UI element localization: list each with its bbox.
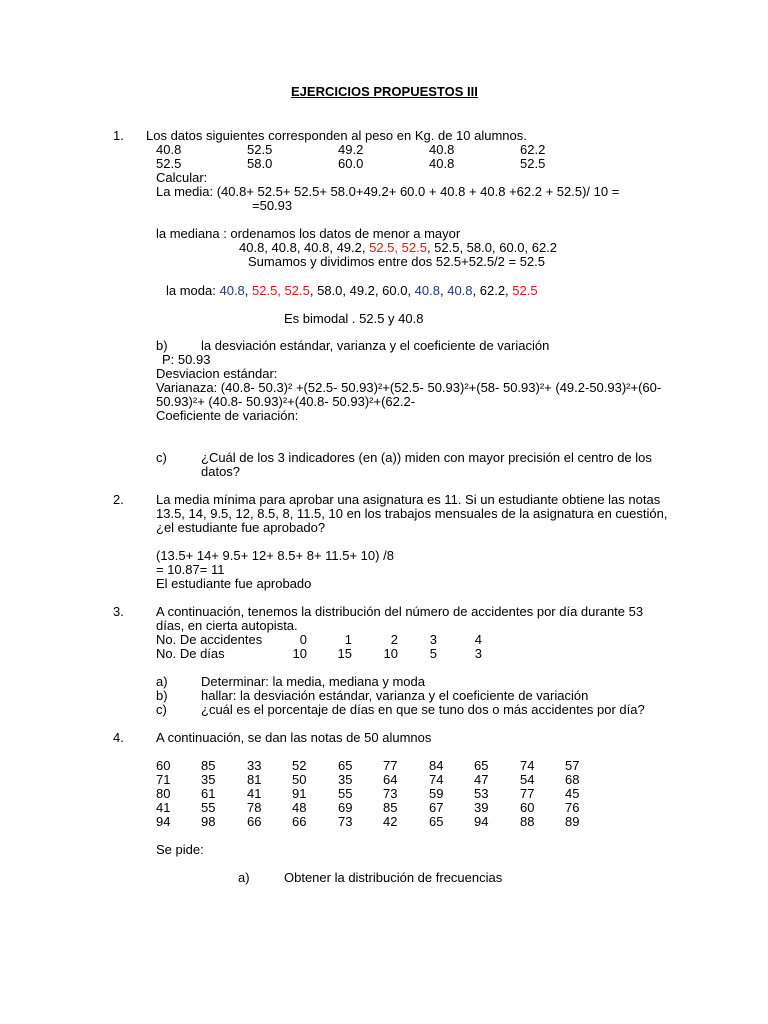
part-b-text: la desviación estándar, varianza y el coeficiente de variación [201,338,550,353]
calcular-label: Calcular: [156,170,208,185]
grade-cell: 65 [338,758,353,773]
grade-cell: 48 [292,800,307,815]
exercise-2-result-value: = 10.87= 11 [156,562,225,577]
grade-cell: 77 [383,758,398,773]
grade-cell: 71 [156,772,171,787]
ex3-part-c-text: ¿cuál es el porcentaje de días en que se tuno dos o más accidentes por día? [201,702,645,717]
exercise-2-line-1: La media mínima para aprobar una asignatura es 11. Si un estudiante obtiene las notas [156,492,661,507]
grade-cell: 65 [474,758,489,773]
exercise-3-line-1: A continuación, tenemos la distribución del número de accidentes por día durante 53 [156,604,644,619]
grade-cell: 55 [338,786,353,801]
part-c-line-1: ¿Cuál de los 3 indicadores (en (a)) miden con mayor precisión el centro de los [201,450,652,465]
mediana-label: la mediana : ordenamos los datos de menor a mayor [156,226,461,241]
days-value: 15 [337,646,352,661]
accidents-value: 3 [429,632,437,647]
grade-cell: 85 [383,800,398,815]
weight-cell: 52.5 [247,142,273,157]
exercise-1-intro: Los datos siguientes corresponden al peso en Kg. de 10 alumnos. [146,128,527,143]
mediana-sum: Sumamos y dividimos entre dos 52.5+52.5/2 = 52.5 [248,254,546,269]
weight-cell: 60.0 [338,156,364,171]
grade-cell: 76 [565,800,580,815]
grade-cell: 50 [292,772,307,787]
days-value: 10 [383,646,398,661]
coeficiente-label: Coeficiente de variación: [156,408,299,423]
weight-cell: 52.5 [520,156,546,171]
grade-cell: 54 [520,772,535,787]
grade-cell: 35 [201,772,216,787]
exercise-2-line-3: ¿el estudiante fue aprobado? [156,520,326,535]
grade-cell: 66 [247,814,262,829]
part-c-line-2: datos? [201,464,241,479]
grade-cell: 85 [201,758,216,773]
grade-cell: 73 [338,814,353,829]
grade-cell: 80 [156,786,171,801]
ex4-part-a-text: Obtener la distribución de frecuencias [284,870,503,885]
exercise-4-number: 4. [113,730,124,745]
grade-cell: 55 [201,800,216,815]
grade-cell: 60 [156,758,171,773]
exercise-2-calculation: (13.5+ 14+ 9.5+ 12+ 8.5+ 8+ 11.5+ 10) /8 [156,548,394,563]
exercise-2-conclusion: El estudiante fue aprobado [156,576,312,591]
grade-cell: 57 [565,758,580,773]
part-c-label: c) [156,450,167,465]
grade-cell: 94 [474,814,489,829]
grade-cell: 61 [201,786,216,801]
grade-cell: 64 [383,772,398,787]
grade-cell: 53 [474,786,489,801]
bimodal-note: Es bimodal . 52.5 y 40.8 [284,311,424,326]
grade-cell: 41 [156,800,171,815]
grade-cell: 42 [383,814,398,829]
moda-line: la moda: 40.8, 52.5, 52.5, 58.0, 49.2, 60.0, 40.8, 40.8, 62.2, 52.5 [166,283,538,298]
weight-cell: 40.8 [429,156,455,171]
grade-cell: 84 [429,758,444,773]
grade-cell: 47 [474,772,489,787]
grade-cell: 77 [520,786,535,801]
grade-cell: 78 [247,800,262,815]
weight-cell: 49.2 [338,142,364,157]
se-pide-label: Se pide: [156,842,204,857]
grade-cell: 69 [338,800,353,815]
grade-cell: 74 [520,758,535,773]
days-value: 3 [474,646,482,661]
grade-cell: 60 [520,800,535,815]
grade-cell: 91 [292,786,307,801]
grade-cell: 89 [565,814,580,829]
grade-cell: 39 [474,800,489,815]
accidents-row-label: No. De accidentes [156,632,263,647]
exercise-1-number: 1. [113,128,124,143]
grade-cell: 98 [201,814,216,829]
grade-cell: 45 [565,786,580,801]
days-value: 5 [429,646,437,661]
mean-value: P: 50.93 [162,352,211,367]
weight-cell: 40.8 [156,142,182,157]
exercise-2-number: 2. [113,492,124,507]
grade-cell: 66 [292,814,307,829]
ex3-part-c-label: c) [156,702,167,717]
ex4-part-a-label: a) [238,870,250,885]
ex3-part-a-text: Determinar: la media, mediana y moda [201,674,425,689]
exercise-4-intro: A continuación, se dan las notas de 50 alumnos [156,730,432,745]
media-formula: La media: (40.8+ 52.5+ 52.5+ 58.0+49.2+ 60.0 + 40.8 + 40.8 +62.2 + 52.5)/ 10 = [156,184,620,199]
accidents-value: 4 [474,632,482,647]
exercise-3-line-2: días, en cierta autopista. [156,618,298,633]
varianza-line-2: 50.93)²+ (40.8- 50.93)²+(40.8- 50.93)²+(62.2- [156,394,416,409]
desviacion-label: Desviacion estándar: [156,366,278,381]
accidents-value: 0 [299,632,307,647]
grade-cell: 68 [565,772,580,787]
ex3-part-a-label: a) [156,674,168,689]
media-result: =50.93 [252,198,293,213]
ex3-part-b-label: b) [156,688,168,703]
grade-cell: 33 [247,758,262,773]
accidents-value: 1 [344,632,352,647]
ex3-part-b-text: hallar: la desviación estándar, varianza y el coeficiente de variación [201,688,589,703]
grade-cell: 41 [247,786,262,801]
grade-cell: 74 [429,772,444,787]
exercise-2-line-2: 13.5, 14, 9.5, 12, 8.5, 8, 11.5, 10 en los trabajos mensuales de la asignatura en cuestión, [156,506,668,521]
grade-cell: 88 [520,814,535,829]
grade-cell: 52 [292,758,307,773]
grade-cell: 35 [338,772,353,787]
mediana-sorted-data: 40.8, 40.8, 40.8, 49.2, 52.5, 52.5, 52.5, 58.0, 60.0, 62.2 [239,240,558,255]
weight-cell: 62.2 [520,142,546,157]
part-b-label: b) [156,338,168,353]
weight-cell: 40.8 [429,142,455,157]
grade-cell: 73 [383,786,398,801]
page-title: EJERCICIOS PROPUESTOS III [291,84,478,99]
grade-cell: 59 [429,786,444,801]
exercise-3-number: 3. [113,604,124,619]
accidents-value: 2 [390,632,398,647]
grade-cell: 65 [429,814,444,829]
varianza-line-1: Varianaza: (40.8- 50.3)² +(52.5- 50.93)²+(52.5- 50.93)²+(58- 50.93)²+ (49.2-50.93)²+(60- [156,380,662,395]
grade-cell: 81 [247,772,262,787]
grade-cell: 67 [429,800,444,815]
weight-cell: 58.0 [247,156,273,171]
days-row-label: No. De días [156,646,225,661]
days-value: 10 [292,646,307,661]
grade-cell: 94 [156,814,171,829]
weight-cell: 52.5 [156,156,182,171]
